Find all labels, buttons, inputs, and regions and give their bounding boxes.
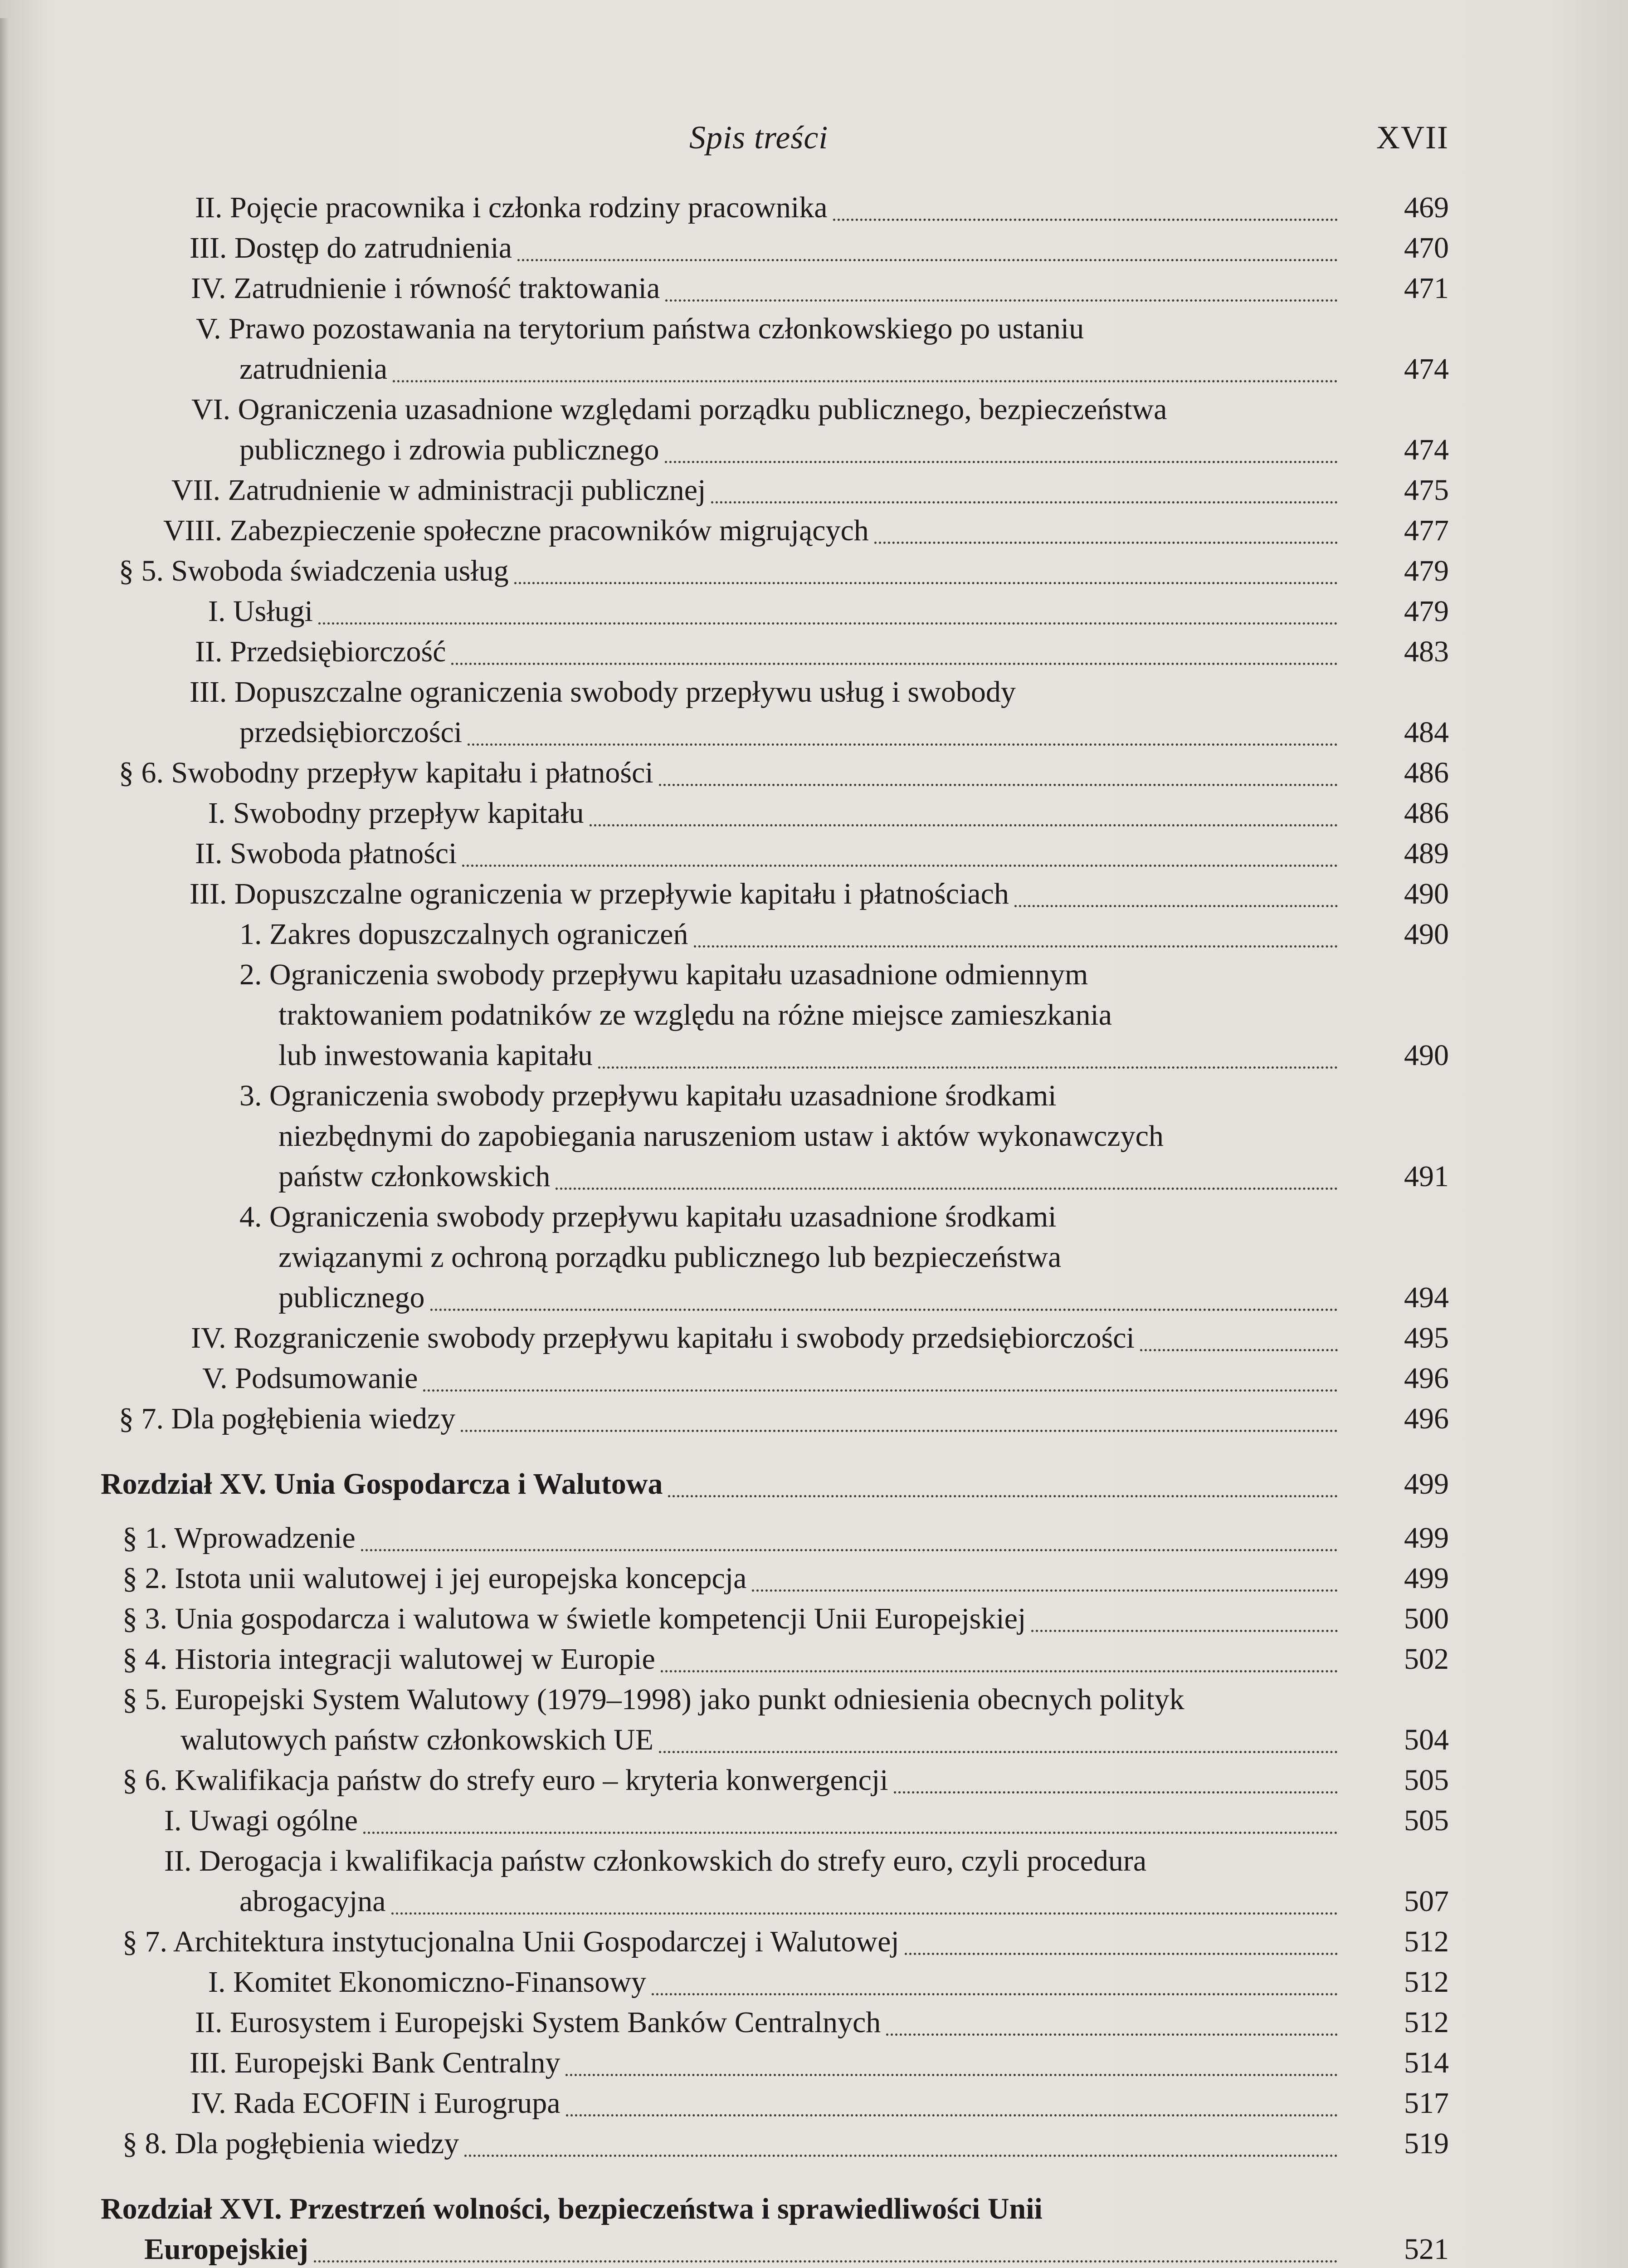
toc-entry-line [0, 1682, 1628, 1723]
toc-dot-leader [598, 1038, 1338, 1079]
toc-entry-title: II. Eurosystem i Europejski System Banków Centralnych [195, 2006, 881, 2039]
toc-page-number: 499 [1404, 1562, 1449, 1595]
toc-entry-title: abrogacyjna [239, 1885, 386, 1918]
toc-dot-leader [652, 1965, 1338, 2005]
toc-chapter-entry[interactable] [0, 2192, 1628, 2268]
toc-dot-leader [668, 1467, 1338, 1507]
toc-entry-title: państw członkowskich [278, 1160, 551, 1193]
toc-dot-leader [566, 2086, 1338, 2126]
toc-entry-line [0, 392, 1628, 433]
toc-page-number: 499 [1404, 1521, 1449, 1554]
toc-entry-title: III. Europejski Bank Centralny [190, 2046, 561, 2079]
toc-page-number: 519 [1404, 2127, 1449, 2160]
toc-dot-leader [1014, 877, 1338, 917]
toc-page-number: 496 [1404, 1402, 1449, 1435]
toc-page-number: 496 [1404, 1362, 1449, 1395]
toc-page-number: 475 [1404, 474, 1449, 507]
toc-entry-title: I. Usługi [208, 595, 313, 628]
toc-entry-title: II. Swoboda płatności [195, 837, 457, 870]
toc-entry-line [0, 796, 1628, 836]
toc-entry-title: Europejskiej [144, 2233, 308, 2266]
toc-entry-title: publicznego i zdrowia publicznego [239, 433, 659, 466]
toc-entry[interactable] [0, 1682, 1628, 1763]
toc-entry-line [0, 1925, 1628, 1965]
toc-page-number: 483 [1404, 635, 1449, 668]
toc-entry-line [0, 1763, 1628, 1804]
toc-dot-leader [905, 1925, 1338, 1965]
toc-entry[interactable] [0, 1079, 1628, 1200]
toc-entry[interactable] [0, 1925, 1628, 1965]
toc-page-number: 495 [1404, 1321, 1449, 1354]
toc-entry[interactable] [0, 473, 1628, 513]
toc-page-number: 486 [1404, 797, 1449, 830]
toc-entry-line [0, 1200, 1628, 1240]
toc-entry-line [0, 1642, 1628, 1682]
toc-entry-line [0, 352, 1628, 392]
toc-dot-leader [886, 2005, 1338, 2046]
toc-page-number: 502 [1404, 1642, 1449, 1676]
toc-dot-leader [391, 1884, 1338, 1925]
toc-page-number: 477 [1404, 514, 1449, 547]
toc-entry-title: niezbędnymi do zapobiegania naruszeniom ustaw i aktów wykonawczych [278, 1119, 1164, 1153]
toc-entry-title: II. Derogacja i kwalifikacja państw członkowskich do strefy euro, czyli procedura [164, 1844, 1147, 1877]
toc-entry[interactable] [0, 392, 1628, 473]
toc-dot-leader [590, 796, 1338, 836]
toc-page-number: 494 [1404, 1281, 1449, 1314]
toc-entry-line [0, 1038, 1628, 1079]
toc-page-number: 474 [1404, 433, 1449, 466]
toc-entry-line [0, 554, 1628, 594]
toc-entry-title: V. Prawo pozostawania na terytorium państwa członkowskiego po ustaniu [196, 312, 1084, 345]
toc-entry[interactable] [0, 1200, 1628, 1321]
toc-entry-line [0, 2086, 1628, 2126]
toc-entry-line [0, 271, 1628, 312]
toc-entry-line [0, 1804, 1628, 1844]
toc-entry-line [0, 1467, 1628, 1507]
toc-entry[interactable] [0, 1602, 1628, 1642]
toc-dot-leader [565, 2046, 1338, 2086]
toc-entry[interactable] [0, 271, 1628, 312]
toc-page-number: 500 [1404, 1602, 1449, 1635]
toc-entry[interactable] [0, 1321, 1628, 1361]
toc-entry-title: traktowaniem podatników ze względu na różne miejsce zamieszkania [278, 998, 1112, 1031]
toc-dot-leader [361, 1521, 1338, 1561]
toc-dot-leader [659, 756, 1338, 796]
toc-entry-line [0, 513, 1628, 554]
toc-entry-line [0, 1723, 1628, 1763]
toc-entry-title: § 5. Europejski System Walutowy (1979–1998) jako punkt odniesienia obecnych polityk [122, 1683, 1184, 1716]
toc-entry[interactable] [0, 675, 1628, 756]
toc-entry[interactable] [0, 1965, 1628, 2005]
toc-spacer [0, 1507, 1628, 1521]
toc-entry[interactable] [0, 1402, 1628, 1442]
toc-entry-line [0, 1281, 1628, 1321]
toc-entry-title: Rozdział XV. Unia Gospodarcza i Walutowa [101, 1467, 663, 1501]
toc-entry-title: III. Dopuszczalne ograniczenia swobody przepływu usług i swobody [190, 675, 1016, 709]
toc-dot-leader [517, 231, 1338, 271]
toc-entry-line [0, 312, 1628, 352]
toc-entry-title: 1. Zakres dopuszczalnych ograniczeń [239, 918, 688, 951]
toc-entry-line [0, 715, 1628, 756]
toc-entry-title: III. Dopuszczalne ograniczenia w przepływie kapitału i płatnościach [190, 877, 1009, 910]
toc-entry-title: walutowych państw członkowskich UE [180, 1723, 653, 1756]
toc-entry[interactable] [0, 1561, 1628, 1602]
toc-dot-leader [514, 554, 1338, 594]
section-title: Spis treści [689, 119, 829, 156]
toc-page-number: 489 [1404, 837, 1449, 870]
toc-entry[interactable] [0, 1844, 1628, 1925]
toc-entry[interactable] [0, 1763, 1628, 1804]
toc-entry-title: § 6. Kwalifikacja państw do strefy euro – kryteria konwergencji [122, 1764, 888, 1797]
toc-entry-line [0, 1321, 1628, 1361]
toc-dot-leader [711, 473, 1338, 513]
toc-entry-line [0, 191, 1628, 231]
toc-entry-title: VII. Zatrudnienie w administracji publicznej [171, 474, 706, 507]
toc-entry-title: § 1. Wprowadzenie [122, 1521, 356, 1554]
toc-dot-leader [556, 1159, 1338, 1200]
toc-entry[interactable] [0, 2126, 1628, 2167]
toc-entry[interactable] [0, 958, 1628, 1079]
toc-page-number: 470 [1404, 231, 1449, 264]
toc-page-number: 490 [1404, 918, 1449, 951]
toc-entry-line [0, 1079, 1628, 1119]
toc-entry-title: IV. Zatrudnienie i równość traktowania [191, 272, 660, 305]
toc-entry[interactable] [0, 312, 1628, 392]
toc-spacer [0, 2167, 1628, 2192]
toc-entry[interactable] [0, 836, 1628, 877]
toc-page-number: 474 [1404, 352, 1449, 386]
toc-entry-line [0, 1561, 1628, 1602]
toc-entry[interactable] [0, 1804, 1628, 1844]
toc-entry-line [0, 1602, 1628, 1642]
toc-page-number: 512 [1404, 2006, 1449, 2039]
toc-dot-leader [318, 594, 1338, 635]
toc-dot-leader [314, 2232, 1338, 2268]
toc-page-number: 512 [1404, 1965, 1449, 1999]
toc-entry[interactable] [0, 917, 1628, 958]
toc-entry-title: § 7. Architektura instytucjonalna Unii Gospodarczej i Walutowej [122, 1925, 899, 1958]
toc-entry[interactable] [0, 1642, 1628, 1682]
toc-entry-title: V. Podsumowanie [202, 1362, 418, 1395]
toc-entry[interactable] [0, 1361, 1628, 1402]
toc-entry-title: § 4. Historia integracji walutowej w Europie [122, 1642, 655, 1676]
table-of-contents [0, 191, 1628, 2268]
toc-entry-title: lub inwestowania kapitału [278, 1039, 593, 1072]
toc-entry-title: III. Dostęp do zatrudnienia [190, 231, 512, 264]
toc-entry-line [0, 2232, 1628, 2268]
toc-entry[interactable] [0, 796, 1628, 836]
toc-entry-line [0, 433, 1628, 473]
toc-entry-title: VI. Ograniczenia uzasadnione względami porządku publicznego, bezpieczeństwa [191, 393, 1167, 426]
toc-entry-line [0, 836, 1628, 877]
toc-page-number: 505 [1404, 1764, 1449, 1797]
toc-entry-title: § 7. Dla pogłębienia wiedzy [119, 1402, 456, 1435]
toc-page-number: 505 [1404, 1804, 1449, 1837]
toc-entry-title: 4. Ograniczenia swobody przepływu kapitału uzasadnione środkami [239, 1200, 1057, 1233]
toc-entry-title: IV. Rada ECOFIN i Eurogrupa [191, 2087, 561, 2120]
toc-entry-line [0, 1965, 1628, 2005]
toc-entry[interactable] [0, 877, 1628, 917]
toc-entry-line [0, 917, 1628, 958]
toc-page-number: 479 [1404, 595, 1449, 628]
toc-entry[interactable] [0, 231, 1628, 271]
toc-entry-title: zatrudnienia [239, 352, 388, 386]
toc-spacer [0, 1442, 1628, 1467]
toc-page-number: 507 [1404, 1885, 1449, 1918]
toc-page-number: 491 [1404, 1160, 1449, 1193]
toc-page-number: 484 [1404, 716, 1449, 749]
toc-entry-title: związanymi z ochroną porządku publicznego lub bezpieczeństwa [278, 1241, 1062, 1274]
toc-entry-title: Rozdział XVI. Przestrzeń wolności, bezpieczeństwa i sprawiedliwości Unii [101, 2192, 1043, 2225]
toc-entry-title: § 8. Dla pogłębienia wiedzy [122, 2127, 459, 2160]
toc-entry-line [0, 877, 1628, 917]
toc-entry-title: przedsiębiorczości [239, 716, 463, 749]
toc-entry-line [0, 594, 1628, 635]
toc-page-number: 469 [1404, 191, 1449, 224]
toc-dot-leader [1140, 1321, 1338, 1361]
toc-entry-title: I. Uwagi ogólne [164, 1804, 358, 1837]
running-head [0, 119, 1628, 169]
toc-page-number: 517 [1404, 2087, 1449, 2120]
toc-entry-line [0, 1884, 1628, 1925]
toc-dot-leader [665, 433, 1338, 473]
toc-dot-leader [393, 352, 1338, 392]
toc-entry[interactable] [0, 2005, 1628, 2046]
toc-dot-leader [363, 1804, 1338, 1844]
toc-entry[interactable] [0, 513, 1628, 554]
page-number: XVII [1376, 119, 1449, 156]
toc-dot-leader [464, 2126, 1338, 2167]
toc-entry[interactable] [0, 1521, 1628, 1561]
toc-entry-line [0, 2005, 1628, 2046]
toc-entry-line [0, 473, 1628, 513]
toc-entry-title: I. Komitet Ekonomiczno-Finansowy [208, 1965, 647, 1999]
toc-entry[interactable] [0, 554, 1628, 594]
toc-dot-leader [694, 917, 1338, 958]
toc-entry-line [0, 2192, 1628, 2232]
toc-dot-leader [752, 1561, 1338, 1602]
toc-entry-title: § 3. Unia gospodarcza i walutowa w świetle kompetencji Unii Europejskiej [122, 1602, 1026, 1635]
toc-entry-line [0, 756, 1628, 796]
toc-chapter-entry[interactable] [0, 1467, 1628, 1507]
toc-entry-line [0, 2046, 1628, 2086]
toc-dot-leader [661, 1642, 1338, 1682]
toc-entry-title: I. Swobodny przepływ kapitału [208, 797, 584, 830]
toc-entry[interactable] [0, 635, 1628, 675]
toc-page-number: 479 [1404, 554, 1449, 587]
toc-page-number: 499 [1404, 1467, 1449, 1501]
toc-entry-line [0, 675, 1628, 715]
toc-page-number: 512 [1404, 1925, 1449, 1958]
toc-dot-leader [423, 1361, 1338, 1402]
toc-dot-leader [894, 1763, 1338, 1804]
toc-entry-line [0, 1159, 1628, 1200]
toc-dot-leader [665, 271, 1338, 312]
toc-dot-leader [461, 1402, 1338, 1442]
toc-dot-leader [451, 635, 1338, 675]
toc-entry-title: VIII. Zabezpieczenie społeczne pracowników migrujących [163, 514, 869, 547]
toc-entry-line [0, 635, 1628, 675]
toc-entry[interactable] [0, 756, 1628, 796]
toc-dot-leader [462, 836, 1338, 877]
toc-entry-title: II. Pojęcie pracownika i członka rodziny pracownika [195, 191, 828, 224]
toc-entry-title: 3. Ograniczenia swobody przepływu kapitału uzasadnione środkami [239, 1079, 1057, 1112]
toc-entry-line [0, 1240, 1628, 1281]
toc-entry-title: II. Przedsiębiorczość [195, 635, 446, 668]
toc-dot-leader [468, 715, 1338, 756]
toc-page-number: 514 [1404, 2046, 1449, 2079]
toc-page-number: 504 [1404, 1723, 1449, 1756]
toc-dot-leader [659, 1723, 1338, 1763]
toc-page-number: 490 [1404, 1039, 1449, 1072]
toc-dot-leader [430, 1281, 1338, 1321]
toc-entry[interactable] [0, 2086, 1628, 2126]
toc-entry[interactable] [0, 191, 1628, 231]
toc-dot-leader [874, 513, 1338, 554]
toc-entry-line [0, 1119, 1628, 1159]
toc-entry-line [0, 2126, 1628, 2167]
toc-entry-title: IV. Rozgraniczenie swobody przepływu kapitału i swobody przedsiębiorczości [191, 1321, 1135, 1354]
toc-page-number: 490 [1404, 877, 1449, 910]
toc-dot-leader [1031, 1602, 1338, 1642]
toc-entry-line [0, 958, 1628, 998]
toc-entry[interactable] [0, 594, 1628, 635]
toc-entry[interactable] [0, 2046, 1628, 2086]
toc-entry-title: § 6. Swobodny przepływ kapitału i płatności [119, 756, 653, 789]
toc-entry-title: publicznego [278, 1281, 425, 1314]
toc-page-number: 471 [1404, 272, 1449, 305]
toc-entry-line [0, 1361, 1628, 1402]
toc-entry-line [0, 998, 1628, 1038]
toc-page-number: 521 [1404, 2233, 1449, 2266]
toc-dot-leader [833, 191, 1338, 231]
toc-entry-title: 2. Ograniczenia swobody przepływu kapitału uzasadnione odmiennym [239, 958, 1088, 991]
toc-entry-title: § 5. Swoboda świadczenia usług [119, 554, 509, 587]
toc-entry-line [0, 1402, 1628, 1442]
toc-entry-line [0, 231, 1628, 271]
toc-entry-line [0, 1521, 1628, 1561]
toc-page-number: 486 [1404, 756, 1449, 789]
toc-entry-line [0, 1844, 1628, 1884]
toc-entry-title: § 2. Istota unii walutowej i jej europejska koncepcja [122, 1562, 747, 1595]
